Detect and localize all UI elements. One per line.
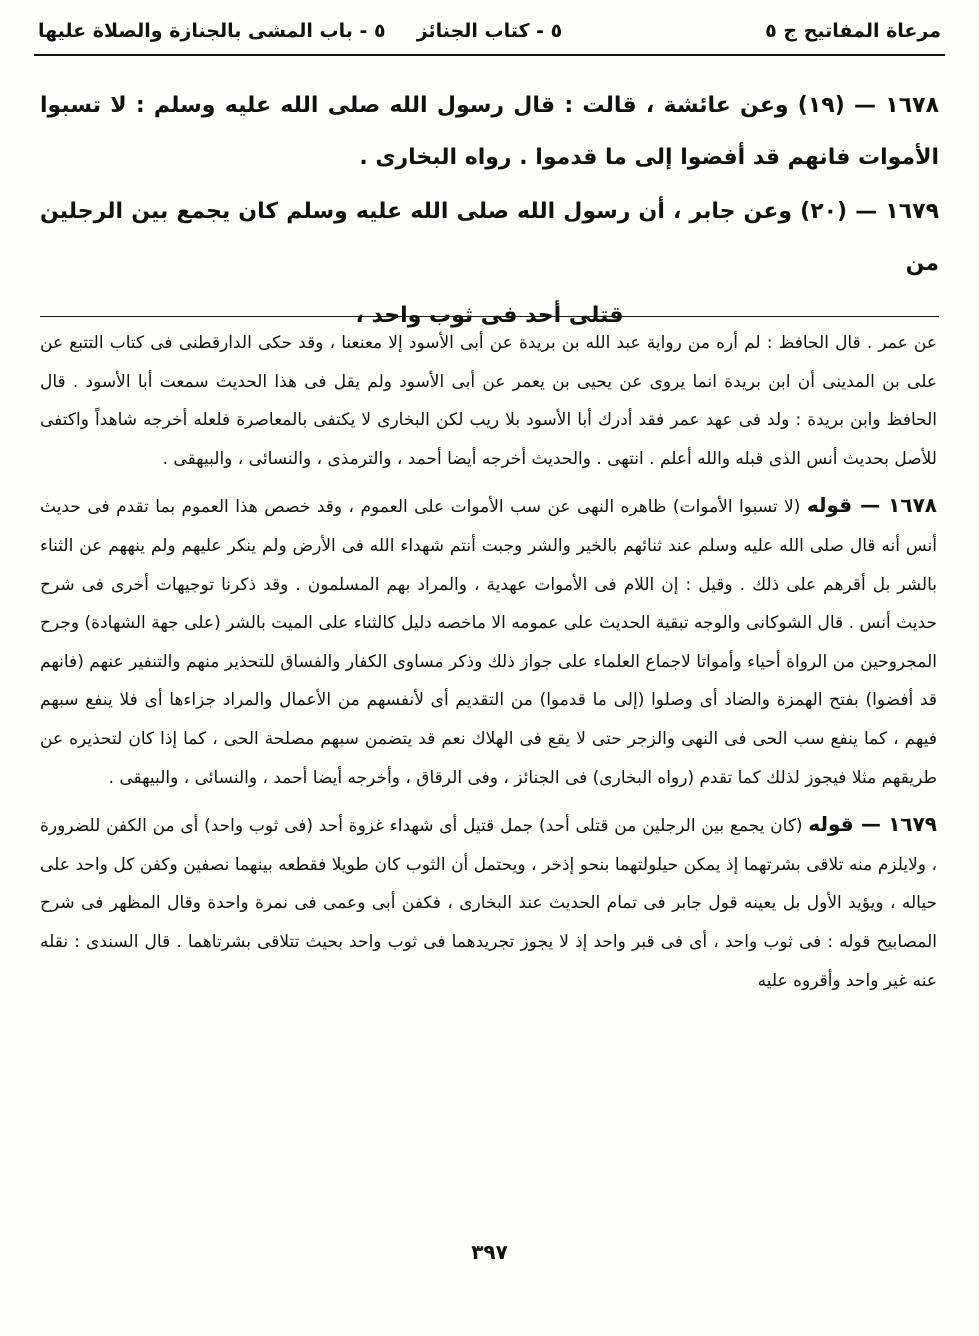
header-rule [34, 54, 945, 56]
hadith-1679-line1: ١٦٧٩ — (٢٠) وعن جابر ، أن رسول الله صلى الله عليه وسلم كان يجمع بين الرجلين من [40, 199, 939, 276]
commentary-paragraph-1: عن عمر . قال الحافظ : لم أره من رواية عبد الله بن بريدة عن أبى الأسود إلا معنعنا ، وقد حكى الدارقطنى فى كتاب التتبع عن على بن المدينى أن ابن بريدة انما يروى عن يحيى بن يعمر عن أبى الأسود ولم يقل فى هذا الحديث سمعت أبا الأسود . قال الحافظ وابن بريدة : ولد فى عهد عمر فقد أدرك أبا الأسود بلا ريب لكن البخارى لا يكتفى بالمعاصرة فلعله أخرجه شاهداً واكتفى للأصل بحديث أنس الذى قبله والله أعلم . انتهى . والحديث أخرجه أيضا أحمد ، والترمذى ، والنسائى ، والبيهقى . [40, 333, 937, 469]
commentary-3-heading: ١٦٧٩ — قوله [808, 812, 938, 837]
commentary-2-heading: ١٦٧٨ — قوله [806, 493, 937, 518]
page-number: ٣٩٧ [471, 1240, 508, 1264]
commentary-3-body: (كان يجمع بين الرجلين من قتلى أحد) جمل قتيل أى شهداء غزوة أحد (فى ثوب واحد) أى من الكفن للضرورة ، ولايلزم منه تلاقى بشرتهما إذ يمكن حيلولتهما بنحو إذخر ، ويحتمل أن الثوب كان طويلا فقطعه بينهما نصفين وكفن كل واحد على حياله ، ويؤيد الأول بل يعينه قول جابر فى تمام الحديث عند البخارى ، فكفن أبى وعمى فى نمرة واحدة وقال المظهر فى شرح المصابيح قوله : فى ثوب واحد ، أى فى قبر واحد إذ لا يجوز تجريدهما فى ثوب واحد بحيث تتلاقى بشرتاهما . قال السندى : نقله عنه غير واحد وأقروه عليه [40, 816, 937, 991]
header-chapter-title: ٥ - باب المشى بالجنازة والصلاة عليها [38, 20, 386, 42]
commentary-section [40, 324, 937, 1000]
commentary-paragraph-2 [40, 486, 937, 797]
header-book-title: ٥ - كتاب الجنائز [416, 20, 563, 42]
commentary-2-body: (لا تسبوا الأموات) ظاهره النهى عن سب الأموات على العموم ، وقد خصص هذا العموم بما تقدم فى حديث أنس أنه قال صلى الله عليه وسلم عند ثنائهم بالخير والشر وجبت أنتم شهداء الله فى الأرض ولم ينكر عليهم ولم ينههم عن الثناء بالشر بل أقرهم على ذلك . وقيل : إن اللام فى الأموات عهدية ، والمراد بهم المسلمون . وقد ذكرنا توجيهات أخرى فى شرح حديث أنس . قال الشوكانى والوجه تبقية الحديث على عمومه الا ماخصه دليل كالثناء على الميت بالشر (على جهة الشهادة) وجرح المجروحين من الرواة أحياء وأمواتا لاجماع العلماء على جواز ذلك وذكر مساوى الكفار والفساق للتحذير منهم والتنفير عنهم (فانهم قد أفضوا) بفتح الهمزة والضاد أى وصلوا (إلى ما قدموا) من التقديم أى لأنفسهم من الأعمال والمراد جزاءها أى فلا ينفع سبهم فيهم ، كما ينفع سب الحى فى النهى والزجر حتى لا يقع فى الهلاك نعم قد يتضمن سبهم مصلحة الحى ، كما إذا كان لتحذيره عن طريقهم مثلا فيجوز لذلك كما تقدم (رواه البخارى) فى الجنائز ، وفى الرقاق ، وأخرجه أيضا أحمد ، والنسائى ، والبيهقى . [40, 497, 937, 788]
text-commentary-divider [40, 316, 939, 317]
hadith-1679 [40, 186, 939, 342]
commentary-paragraph-3 [40, 805, 937, 1000]
hadith-1679-line2: قتلى أحد فى ثوب واحد ، [355, 303, 624, 328]
running-header [38, 14, 941, 48]
header-volume-title: مرعاة المفاتيح ج ٥ [765, 20, 941, 42]
hadith-1678-text: ١٦٧٨ — (١٩) وعن عائشة ، قالت : قال رسول الله صلى الله عليه وسلم : لا تسبوا الأموات فانهم قد أفضوا إلى ما قدموا . رواه البخارى . [40, 93, 940, 170]
hadith-1678 [40, 80, 939, 184]
